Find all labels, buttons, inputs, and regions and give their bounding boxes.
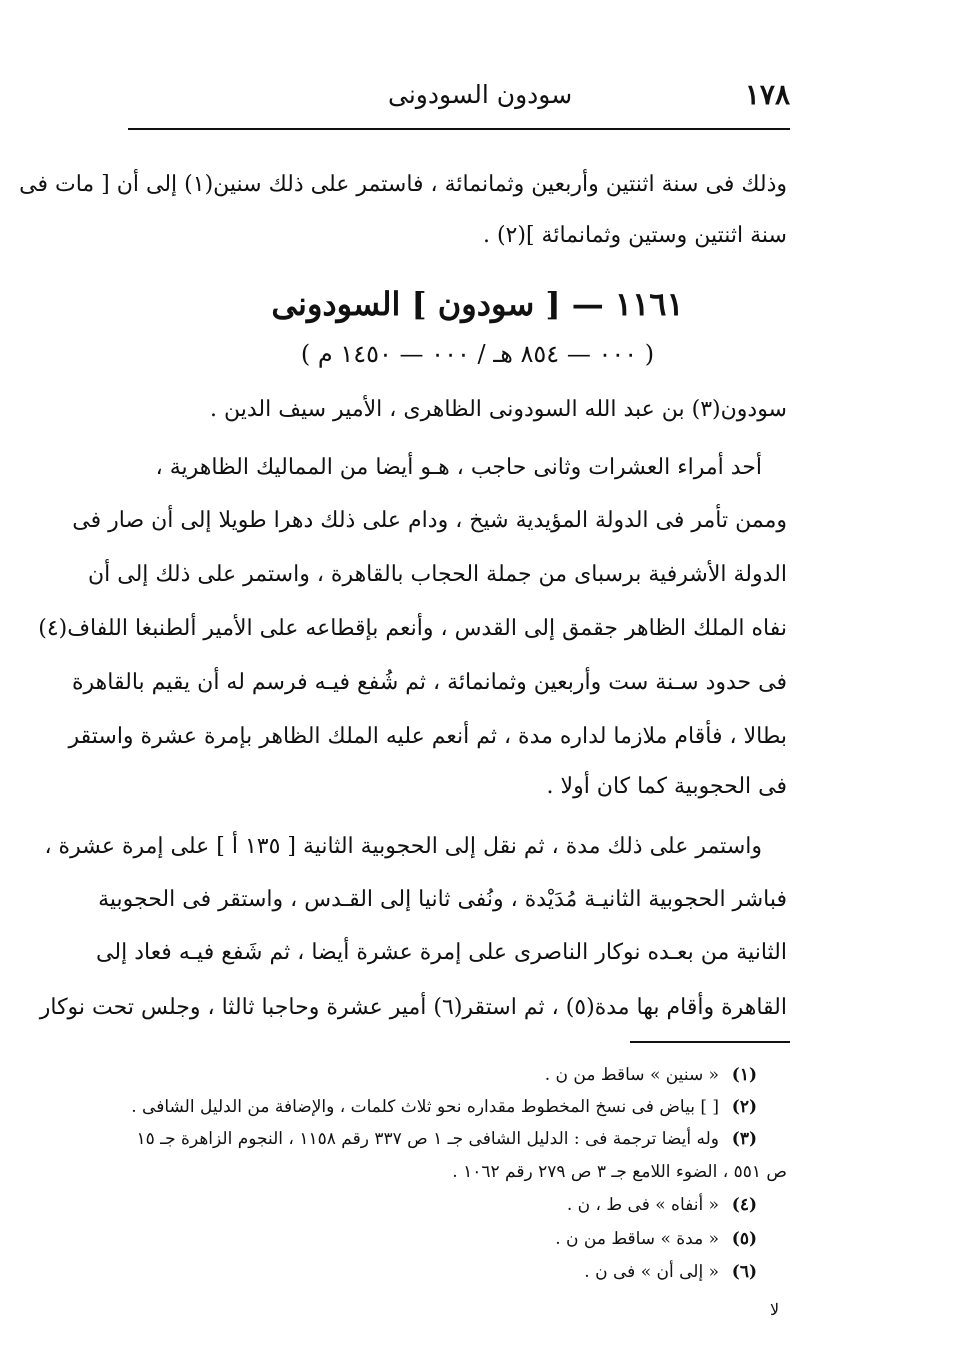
stray-mark: ﻻ — [770, 1300, 780, 1319]
footnote-number: (٥) — [731, 1229, 757, 1249]
footnote-text: « أنفاه » فى ط ، ن . — [566, 1195, 719, 1215]
footnote-text: [ ] بياض فى نسخ المخطوط مقداره نحو ثلاث كلمات ، والإضافة من الدليل الشافى . — [131, 1097, 719, 1117]
footnote-text: ص ٥٥١ ، الضوء اللامع جـ ٣ ص ٢٧٩ رقم ١٠٦٢ . — [452, 1162, 787, 1182]
text-line: واستمر على ذلك مدة ، ثم نقل إلى الحجوبية الثانية [ ١٣٥ أ ] على إمرة عشرة ، — [44, 834, 762, 859]
running-title: سودون السودونى — [388, 80, 573, 109]
footnote — [136, 1127, 757, 1151]
footnote-number: (٢) — [731, 1097, 757, 1117]
page-number: ١٧٨ — [744, 78, 790, 111]
footnote — [545, 1063, 757, 1087]
header-rule — [128, 128, 790, 130]
footnote-continuation — [452, 1160, 787, 1184]
running-head — [128, 72, 790, 122]
text-line: الدولة الأشرفية برسباى من جملة الحجاب بالقاهرة ، واستمر على ذلك إلى أن — [87, 562, 787, 587]
footnote — [567, 1193, 757, 1217]
footnote-rule — [630, 1041, 790, 1043]
footnote — [131, 1095, 757, 1119]
footnote-number: (٦) — [731, 1262, 757, 1282]
text-line: سودون(٣) بن عبد الله السودونى الظاهرى ، الأمير سيف الدين . — [210, 397, 787, 422]
text-line: بطالا ، فأقام ملازما لداره مدة ، ثم أنعم عليه الملك الظاهر بإمرة عشرة واستقر — [68, 724, 787, 749]
text-line: سنة اثنتين وستين وثمانمائة ](٢) . — [482, 223, 787, 248]
entry-dates: ( ٠٠٠ — ٨٥٤ هـ / ٠٠٠ — ١٤٥٠ م ) — [300, 340, 655, 368]
footnote — [584, 1260, 757, 1284]
footnote-text: « مدة » ساقط من ن . — [555, 1229, 719, 1249]
footnote-number: (٤) — [731, 1195, 757, 1215]
footnote-text: وله أيضا ترجمة فى : الدليل الشافى جـ ١ ص ٣٣٧ رقم ١١٥٨ ، النجوم الزاهرة جـ ١٥ — [136, 1129, 719, 1149]
footnote — [555, 1227, 757, 1251]
footnote-number: (٣) — [731, 1129, 757, 1149]
text-line: فى حدود سـنة ست وأربعين وثمانمائة ، ثم شُفع فيـه فرسم له أن يقيم بالقاهرة — [72, 670, 787, 695]
text-line: وممن تأمر فى الدولة المؤيدية شيخ ، ودام على ذلك دهرا طويلا إلى أن صار فى — [72, 508, 787, 533]
text-line: الثانية من بعـده نوكار الناصرى على إمرة عشرة أيضا ، ثم شَفع فيـه فعاد إلى — [96, 940, 787, 965]
footnote-text: « سنين » ساقط من ن . — [544, 1065, 719, 1085]
text-line: نفاه الملك الظاهر جقمق إلى القدس ، وأنعم بإقطاعه على الأمير ألطنبغا اللفاف(٤) — [38, 616, 787, 641]
text-line: أحد أمراء العشرات وثانى حاجب ، هـو أيضا من المماليك الظاهرية ، — [155, 455, 762, 480]
text-line: فى الحجوبية كما كان أولا . — [546, 774, 787, 799]
text-line: وذلك فى سنة اثنتين وأربعين وثمانمائة ، فاستمر على ذلك سنين(١) إلى أن [ مات فى — [19, 172, 787, 197]
entry-title: ١١٦١ — [ سودون ] السودونى — [271, 285, 684, 323]
footnote-text: « إلى أن » فى ن . — [584, 1262, 719, 1282]
text-line: القاهرة وأقام بها مدة(٥) ، ثم استقر(٦) أمير عشرة وحاجبا ثالثا ، وجلس تحت نوكار — [39, 995, 787, 1020]
text-line: فباشر الحجوبية الثانيـة مُدَيْدة ، ونُفى ثانيا إلى القـدس ، واستقر فى الحجوبية — [98, 887, 787, 912]
footnote-number: (١) — [731, 1065, 757, 1085]
